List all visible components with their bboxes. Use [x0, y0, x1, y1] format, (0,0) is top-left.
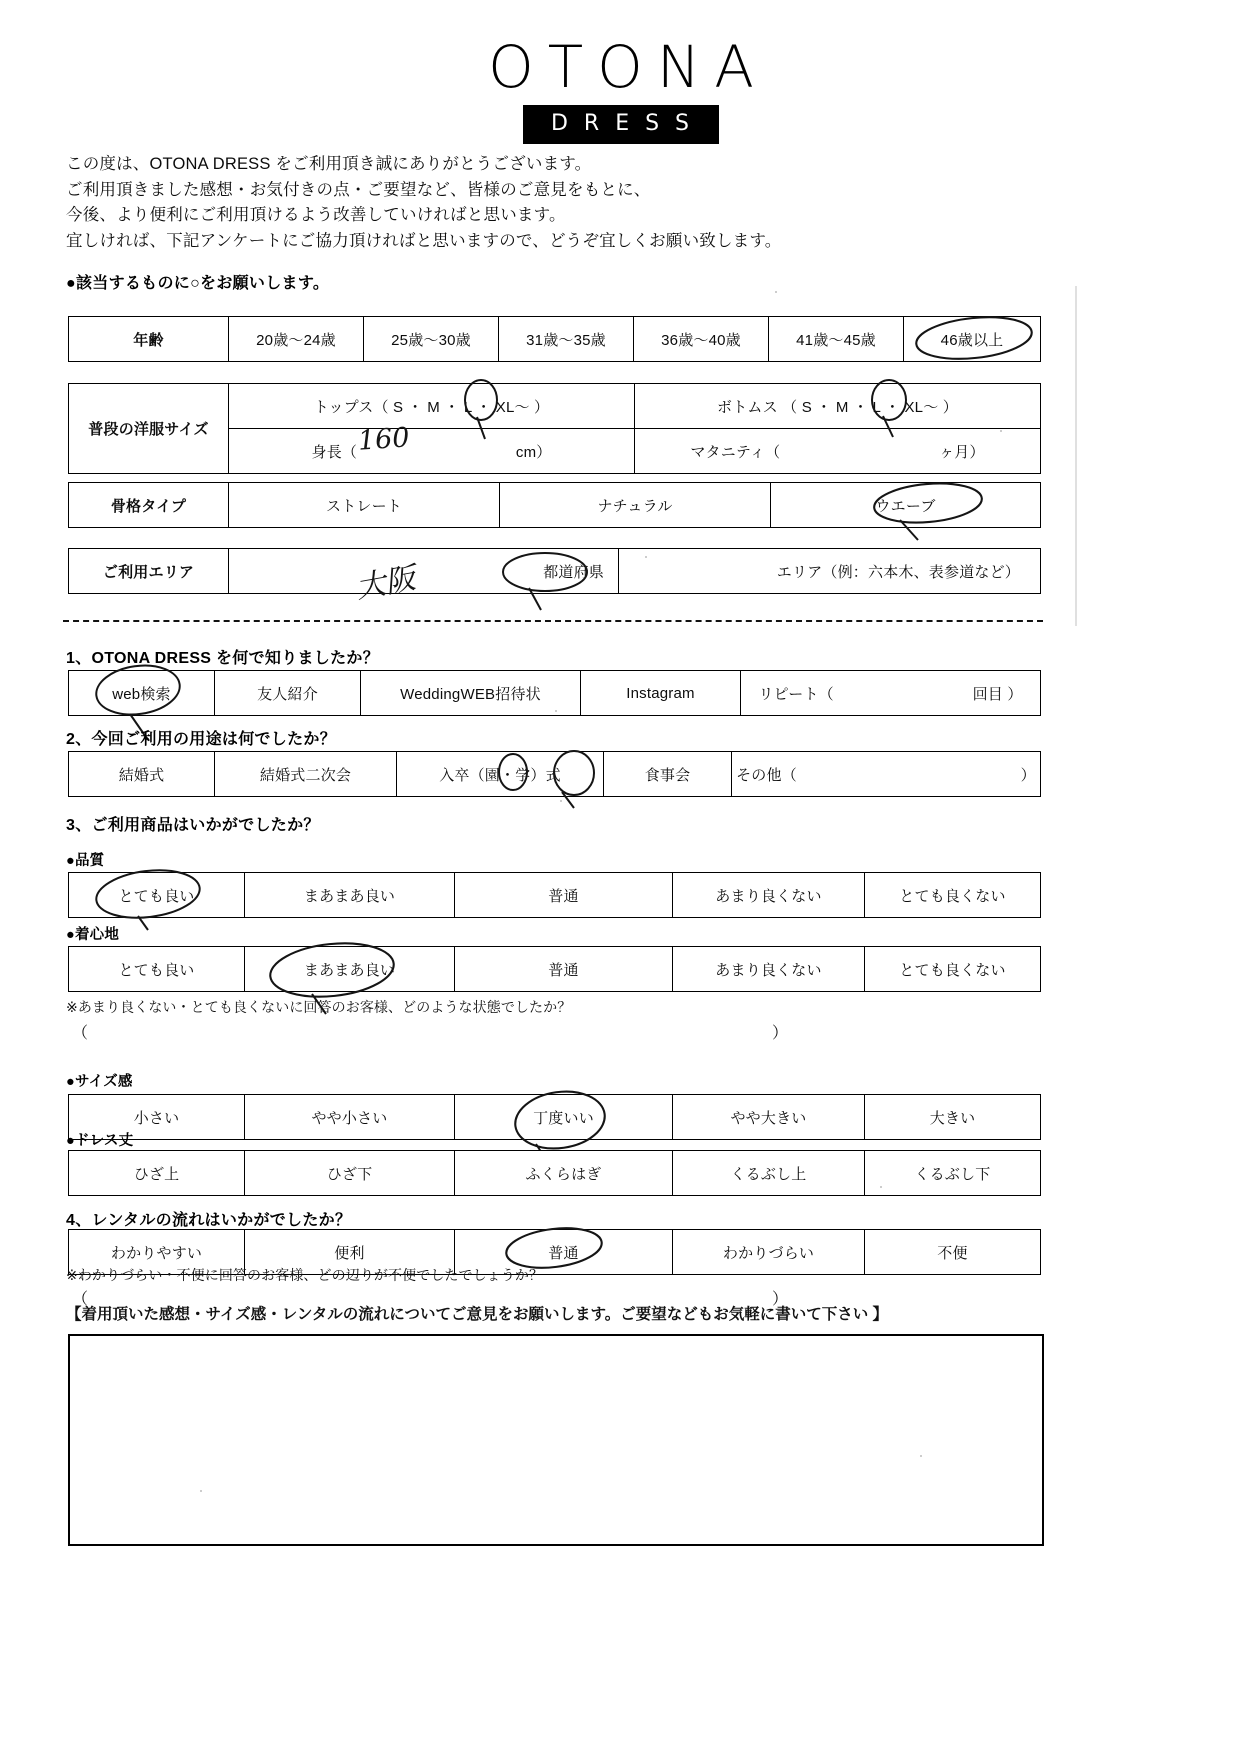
- q3-length-option-0[interactable]: ひざ上: [69, 1151, 245, 1196]
- table-row: [69, 671, 1041, 716]
- brand-logo: [0, 33, 1242, 144]
- q4-option-2[interactable]: 普通: [455, 1230, 673, 1275]
- q4-option-1[interactable]: 便利: [245, 1230, 455, 1275]
- table-row: [69, 752, 1041, 797]
- q3-comfort-note: ※あまり良くない・とても良くないに回答のお客様、どのような状態でしたか？: [66, 999, 572, 1015]
- body-type-label: 骨格タイプ: [69, 483, 229, 528]
- section-divider: [63, 620, 1043, 622]
- q3-comfort-table: [68, 946, 1041, 992]
- q2-option-0[interactable]: 結婚式: [69, 752, 215, 797]
- q3-fit-option-3[interactable]: やや大きい: [673, 1095, 865, 1140]
- q4-title: 4、レンタルの流れはいかがでしたか？: [66, 1212, 352, 1229]
- intro-line-2: ご利用頂きました感想・お気付きの点・ご要望など、皆様のご意見をもとに、: [66, 180, 651, 199]
- age-label: 年齢: [69, 317, 229, 362]
- q1-option-0[interactable]: web検索: [69, 671, 215, 716]
- q3-comfort-close-paren: ）: [772, 1025, 789, 1042]
- q2-table: [68, 751, 1041, 797]
- q2-title: 2、今回ご利用の用途は何でしたか？: [66, 731, 336, 748]
- table-row: [69, 317, 1041, 362]
- scan-speck: [775, 291, 777, 293]
- q3-comfort-open-paren: （: [72, 1025, 89, 1042]
- intro-paragraph: [66, 152, 1066, 254]
- table-row: [69, 873, 1041, 918]
- q3-quality-option-1[interactable]: まあまあ良い: [245, 873, 455, 918]
- height-handwritten-value: 160: [356, 422, 411, 457]
- q1-option-1[interactable]: 友人紹介: [215, 671, 361, 716]
- maternity-label: マタニティ（: [690, 443, 781, 461]
- q3-quality-label: ●品質: [66, 853, 105, 869]
- intro-line-3: 今後、より便利にご利用頂けるよう改善していければと思います。: [66, 206, 566, 224]
- area-label: ご利用エリア: [69, 549, 229, 594]
- q1-repeat-label: リピート（: [758, 685, 834, 703]
- age-table: [68, 316, 1041, 362]
- q3-length-table: [68, 1150, 1041, 1196]
- q3-length-option-2[interactable]: ふくらはぎ: [455, 1151, 673, 1196]
- q4-note: ※わかりづらい・不便に回答のお客様、どの辺りが不便でしたでしょうか？: [66, 1267, 544, 1283]
- table-row: [69, 1151, 1041, 1196]
- comment-textarea[interactable]: [68, 1334, 1044, 1546]
- q4-option-4[interactable]: 不便: [865, 1230, 1041, 1275]
- q1-option-2[interactable]: WeddingWEB招待状: [361, 671, 581, 716]
- q2-option-3[interactable]: 食事会: [604, 752, 732, 797]
- q4-option-0[interactable]: わかりやすい: [69, 1230, 245, 1275]
- age-option-5[interactable]: 46歳以上: [904, 317, 1041, 362]
- q4-open-paren: （: [72, 1291, 89, 1308]
- q3-quality-option-3[interactable]: あまり良くない: [673, 873, 865, 918]
- q3-comfort-answer-line[interactable]: [72, 1020, 789, 1043]
- height-label: 身長（: [311, 443, 358, 461]
- table-row: [69, 483, 1041, 528]
- q4-option-3[interactable]: わかりづらい: [673, 1230, 865, 1275]
- comment-section-title: 【着用頂いた感想・サイズ感・レンタルの流れについてご意見をお願いします。ご要望などもお気軽に書いて下さい 】: [66, 1306, 889, 1323]
- scan-speck: [555, 710, 557, 712]
- scan-speck: [560, 800, 562, 802]
- age-option-4[interactable]: 41歳～45歳: [769, 317, 904, 362]
- table-row: [69, 947, 1041, 992]
- q1-repeat-count-label: 回目 ）: [972, 685, 1023, 703]
- body-type-table: [68, 482, 1041, 528]
- q1-title: 1、OTONA DRESS を何で知りましたか？: [66, 650, 380, 667]
- q3-length-option-4[interactable]: くるぶし下: [865, 1151, 1041, 1196]
- scan-speck: [880, 1186, 882, 1188]
- age-option-0[interactable]: 20歳～24歳: [229, 317, 364, 362]
- q3-comfort-label: ●着心地: [66, 927, 120, 943]
- intro-line-1: この度は、OTONA DRESS をご利用頂き誠にありがとうございます。: [66, 155, 592, 173]
- q3-fit-option-2[interactable]: 丁度いい: [455, 1095, 673, 1140]
- q2-option-2[interactable]: 入卒（園・学）式: [397, 752, 604, 797]
- q3-fit-option-4[interactable]: 大きい: [865, 1095, 1041, 1140]
- q3-fit-option-0[interactable]: 小さい: [69, 1095, 245, 1140]
- body-type-option-1[interactable]: ナチュラル: [500, 483, 771, 528]
- q4-close-paren: ）: [772, 1291, 789, 1308]
- q3-quality-option-2[interactable]: 普通: [455, 873, 673, 918]
- q2-other-close: ）: [1020, 766, 1036, 784]
- q3-comfort-option-3[interactable]: あまり良くない: [673, 947, 865, 992]
- age-option-1[interactable]: 25歳～30歳: [364, 317, 499, 362]
- circle-instruction: ●該当するものに○をお願いします。: [66, 275, 330, 292]
- maternity-cell[interactable]: [635, 429, 1041, 474]
- area-table: [68, 548, 1041, 594]
- height-cell[interactable]: [229, 429, 635, 474]
- bottoms-size-cell[interactable]: ボトムス （ S ・ M ・ L ・ XL～ ）: [635, 384, 1041, 429]
- scan-speck: [200, 1490, 202, 1492]
- age-option-3[interactable]: 36歳～40歳: [634, 317, 769, 362]
- age-option-2[interactable]: 31歳～35歳: [499, 317, 634, 362]
- table-row: [69, 384, 1041, 429]
- scan-artifact: [1075, 286, 1077, 626]
- clothing-size-label: 普段の洋服サイズ: [69, 384, 229, 474]
- q3-quality-table: [68, 872, 1041, 918]
- logo-dress-bar: DRESS: [523, 105, 719, 144]
- q3-length-label: ●ドレス丈: [66, 1133, 134, 1149]
- logo-otona-text: OTONA: [488, 33, 768, 101]
- q3-comfort-option-2[interactable]: 普通: [455, 947, 673, 992]
- q2-other-label: その他（: [736, 766, 797, 784]
- q3-comfort-option-1[interactable]: まあまあ良い: [245, 947, 455, 992]
- height-unit: cm）: [515, 443, 552, 461]
- q2-option-4[interactable]: [732, 752, 1041, 797]
- q3-fit-label: ●サイズ感: [66, 1074, 133, 1090]
- prefecture-handwritten-value: 大阪: [353, 561, 419, 606]
- q3-comfort-option-0[interactable]: とても良い: [69, 947, 245, 992]
- q3-comfort-option-4[interactable]: とても良くない: [865, 947, 1041, 992]
- scan-speck: [1000, 430, 1002, 432]
- q3-fit-option-1[interactable]: やや小さい: [245, 1095, 455, 1140]
- q3-quality-option-4[interactable]: とても良くない: [865, 873, 1041, 918]
- maternity-unit: ヶ月）: [939, 443, 985, 461]
- q3-quality-option-0[interactable]: とても良い: [69, 873, 245, 918]
- q1-option-3[interactable]: Instagram: [581, 671, 741, 716]
- tops-size-cell[interactable]: トップス（ S ・ M ・ L ・ XL～ ）: [229, 384, 635, 429]
- area-hint-cell[interactable]: エリア（例：六本木、表参道など）: [619, 549, 1041, 594]
- body-type-option-2[interactable]: ウエーブ: [771, 483, 1041, 528]
- intro-line-4: 宜しければ、下記アンケートにご協力頂ければと思いますので、どうぞ宜しくお願い致します。: [66, 231, 782, 250]
- q1-table: [68, 670, 1041, 716]
- q3-title: 3、ご利用商品はいかがでしたか？: [66, 817, 320, 834]
- body-type-option-0[interactable]: ストレート: [229, 483, 500, 528]
- prefecture-cell[interactable]: 都道府県: [229, 549, 619, 594]
- q3-length-option-3[interactable]: くるぶし上: [673, 1151, 865, 1196]
- scan-speck: [920, 1455, 922, 1457]
- clothing-size-table: [68, 383, 1041, 474]
- q3-fit-table: [68, 1094, 1041, 1140]
- table-row: [69, 1095, 1041, 1140]
- q1-option-4[interactable]: [741, 671, 1041, 716]
- scan-speck: [645, 556, 647, 558]
- table-row: [69, 549, 1041, 594]
- q2-option-1[interactable]: 結婚式二次会: [215, 752, 397, 797]
- q3-length-option-1[interactable]: ひざ下: [245, 1151, 455, 1196]
